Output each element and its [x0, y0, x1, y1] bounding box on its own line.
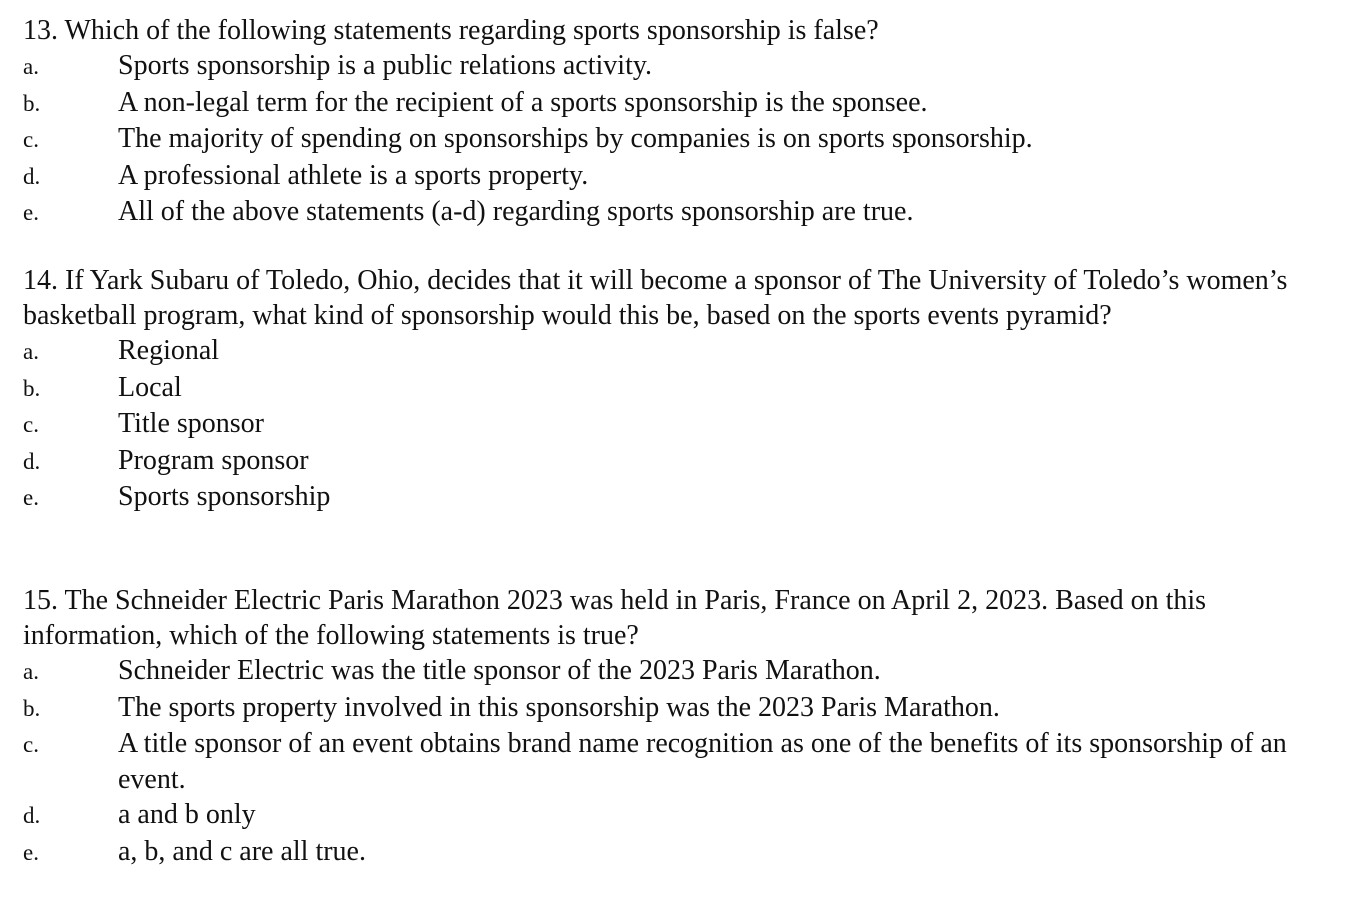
- option-text: Schneider Electric was the title sponsor of the 2023 Paris Marathon.: [118, 655, 881, 686]
- answer-option-b: [23, 85, 1343, 122]
- option-text: A professional athlete is a sports property.: [118, 159, 589, 191]
- option-text: All of the above statements (a-d) regarding sports sponsorship are true.: [118, 196, 914, 227]
- option-text: a, b, and c are all true.: [118, 835, 366, 867]
- option-text: a and b only: [118, 799, 256, 830]
- question-stem: 14. If Yark Subaru of Toledo, Ohio, decides that it will become a sponsor of The University of Toledo’s women’s basketball program, what kind of sponsorship would this be, based on the sports events pyramid?: [23, 265, 1288, 331]
- option-letter: d.: [23, 803, 41, 828]
- answer-option-d: [23, 443, 1343, 480]
- option-letter: e.: [23, 485, 39, 510]
- option-text: Sports sponsorship: [118, 481, 331, 512]
- answer-option-d: [23, 158, 1343, 195]
- option-letter: a.: [23, 54, 39, 79]
- option-text: The majority of spending on sponsorships by companies is on sports sponsorship.: [118, 123, 1033, 154]
- option-letter: b.: [23, 695, 41, 721]
- question-stem: 13. Which of the following statements regarding sports sponsorship is false?: [23, 15, 879, 46]
- answer-option-c: [23, 726, 1343, 797]
- answer-option-a: [23, 333, 1343, 370]
- option-text: Title sponsor: [118, 408, 265, 439]
- option-letter: a.: [23, 339, 39, 364]
- answer-option-a: [23, 48, 1343, 85]
- answer-option-a: [23, 653, 1343, 690]
- option-text: The sports property involved in this sponsorship was the 2023 Paris Marathon.: [118, 691, 1000, 723]
- answer-option-c: [23, 406, 1343, 443]
- answer-option-b: [23, 690, 1343, 727]
- option-letter: d.: [23, 448, 41, 474]
- option-letter: c.: [23, 732, 39, 757]
- option-letter: e.: [23, 839, 39, 865]
- answer-option-d: [23, 797, 1343, 834]
- option-letter: c.: [23, 412, 39, 437]
- answer-option-e: [23, 834, 1343, 871]
- option-letter: e.: [23, 200, 39, 225]
- option-letter: d.: [23, 163, 41, 189]
- option-letter: b.: [23, 375, 41, 401]
- question-14: [23, 263, 1343, 516]
- option-text: Sports sponsorship is a public relations activity.: [118, 50, 653, 81]
- option-text: Local: [118, 371, 182, 403]
- answer-option-e: [23, 194, 1343, 231]
- option-text: Program sponsor: [118, 444, 309, 476]
- answer-option-c: [23, 121, 1343, 158]
- option-letter: c.: [23, 127, 39, 152]
- answer-option-e: [23, 479, 1343, 516]
- option-letter: b.: [23, 90, 41, 116]
- option-text: A non-legal term for the recipient of a sports sponsorship is the sponsee.: [118, 86, 928, 118]
- option-text: Regional: [118, 335, 220, 366]
- option-text: A title sponsor of an event obtains brand name recognition as one of the benefits of its sponsorship of an event.: [118, 728, 1287, 795]
- question-stem: 15. The Schneider Electric Paris Marathon 2023 was held in Paris, France on April 2, 2023. Based on this information, which of the following statements is true?: [23, 585, 1207, 651]
- question-13: [23, 13, 1343, 231]
- question-15: [23, 583, 1343, 870]
- option-letter: a.: [23, 659, 39, 684]
- answer-option-b: [23, 370, 1343, 407]
